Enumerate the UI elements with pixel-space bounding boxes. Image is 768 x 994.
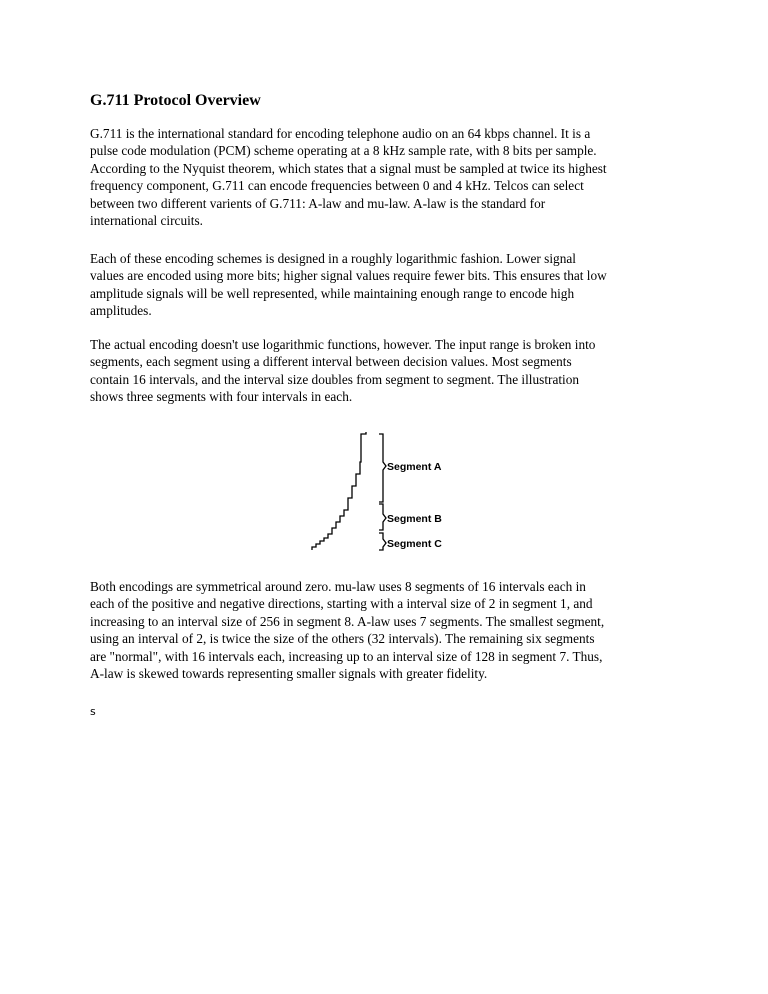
text-line: contain 16 intervals, and the interval size doubles from segment to segment. The illustration	[90, 371, 580, 387]
staircase-line	[312, 432, 366, 550]
text-line: values are encoded using more bits; higher signal values require fewer bits. This ensures that low	[90, 268, 607, 284]
text-line: using an interval of 2, is twice the size of the others (32 intervals). The remaining six segments	[90, 631, 595, 647]
text-line: shows three segments with four intervals in each.	[90, 389, 353, 405]
text-line: G.711 is the international standard for encoding telephone audio on an 64 kbps channel. It is a	[90, 126, 591, 141]
paragraph-symmetry	[90, 578, 690, 682]
bracket-segment-a	[379, 434, 386, 502]
text-line: frequency component, G.711 can encode frequencies between 0 and 4 kHz. Telcos can select	[90, 178, 584, 194]
paragraph-logarithmic	[90, 250, 690, 320]
text-line: According to the Nyquist theorem, which states that a signal must be sampled at twice its highest	[90, 160, 607, 176]
text-line: between two different varients of G.711: A-law and mu-law. A-law is the standard for	[90, 195, 546, 211]
text-line: The actual encoding doesn't use logarithmic functions, however. The input range is broken into	[90, 337, 596, 352]
paragraph-segments	[90, 336, 690, 406]
text-line: pulse code modulation (PCM) scheme operating at a 8 kHz sample rate, with 8 bits per sample.	[90, 143, 597, 159]
paragraph-intro	[90, 125, 690, 229]
text-line: segments, each segment using a different interval between decision values. Most segments	[90, 354, 572, 370]
text-line: Each of these encoding schemes is designed in a roughly logarithmic fashion. Lower signal	[90, 251, 576, 266]
segment-staircase-diagram	[305, 426, 475, 556]
page-title: G.711 Protocol Overview	[90, 92, 261, 109]
text-line: Both encodings are symmetrical around zero. mu-law uses 8 segments of 16 intervals each in	[90, 579, 586, 594]
text-line: international circuits.	[90, 213, 203, 229]
label-segment-c: Segment C	[387, 538, 442, 550]
text-line: amplitude signals will be well represented, while maintaining enough range to encode high	[90, 285, 575, 301]
text-line: increasing to an interval size of 256 in segment 8. A-law uses 7 segments. The smallest segment,	[90, 613, 605, 629]
text-line: A-law is skewed towards representing smaller signals with greater fidelity.	[90, 666, 488, 682]
segment-illustration	[305, 426, 475, 556]
label-segment-b: Segment B	[387, 513, 442, 525]
stray-character: s	[90, 705, 96, 718]
bracket-segment-b	[379, 504, 386, 530]
label-segment-a: Segment A	[387, 461, 442, 473]
text-line: each of the positive and negative directions, starting with a interval size of 2 in segment 1, and	[90, 596, 593, 612]
text-line: amplitudes.	[90, 303, 152, 319]
text-line: are "normal", with 16 intervals each, increasing up to an interval size of 128 in segment 7. Thus,	[90, 648, 603, 664]
bracket-segment-c	[379, 533, 386, 550]
